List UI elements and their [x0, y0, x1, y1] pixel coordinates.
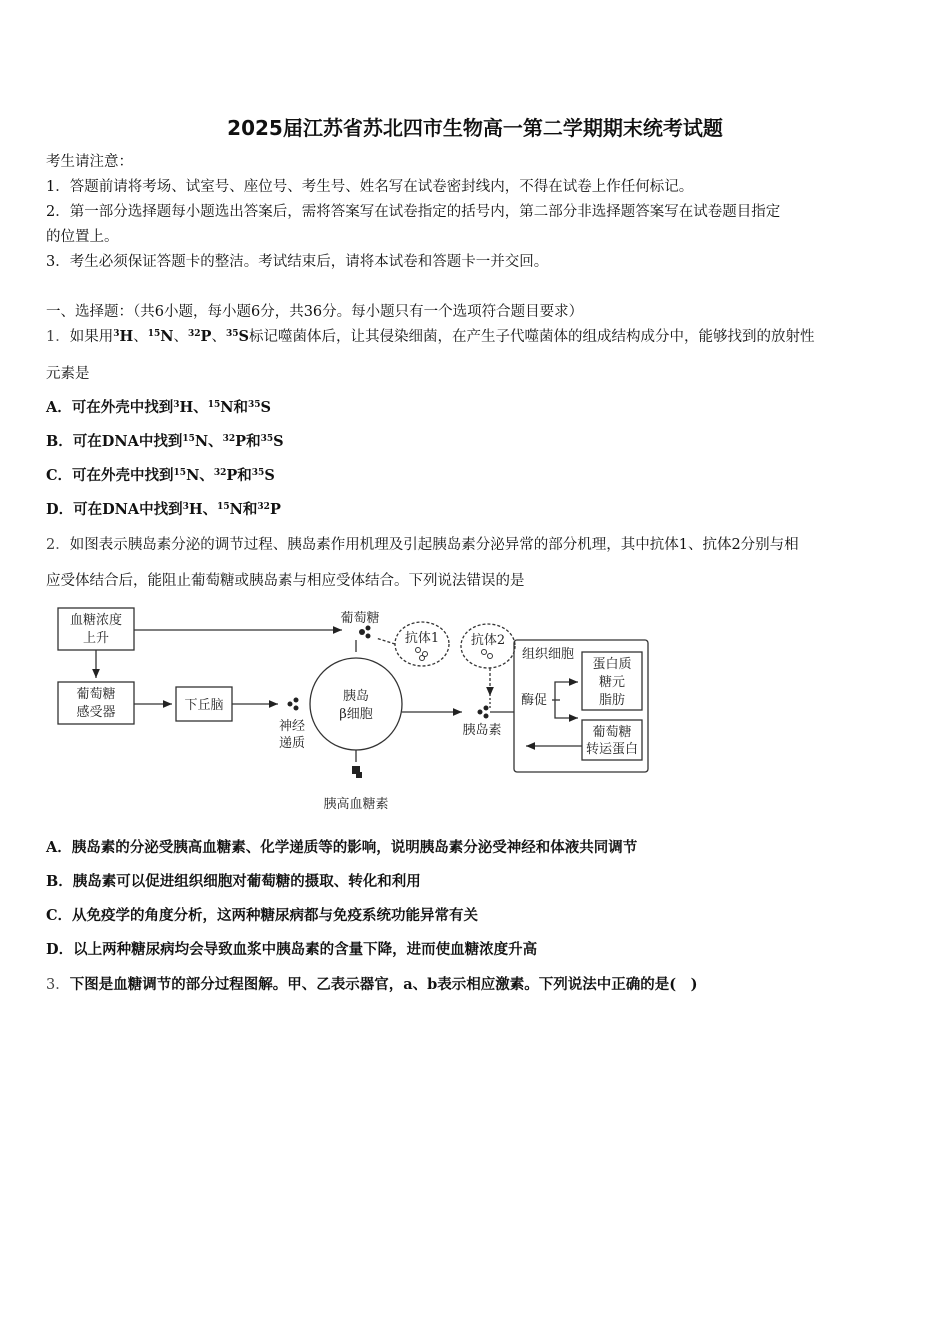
beta-cell-label: 胰岛 — [342, 689, 370, 704]
question-1-option-a: A．可在外壳中找到$^3$H、$^{15}$N和$^{35}$S — [46, 399, 272, 416]
question-number: 2． — [46, 537, 70, 553]
question-2-stem: 2．如图表示胰岛素分泌的调节过程、胰岛素作用机理及引起胰岛素分泌异常的部分机理，其中抗体1、抗体2分别与相 — [46, 537, 799, 553]
antibody1-label: 抗体1 — [404, 631, 440, 646]
question-number: 1． — [46, 329, 70, 345]
question-1-option-c: C．可在外壳中找到$^{15}$N、$^{32}$P和$^{35}$S — [46, 467, 275, 484]
question-2-option-c: C．从免疫学的角度分析，这两种糖尿病都与免疫系统功能异常有关 — [46, 907, 479, 924]
question-1-stem-end: 元素是 — [46, 366, 90, 382]
question-number: 3． — [46, 977, 70, 993]
antibody2-label: 抗体2 — [470, 633, 506, 648]
insulin-label: 胰岛素 — [462, 723, 502, 738]
notice-item: 的位置上。 — [46, 229, 119, 245]
enzyme-label: 酶促 — [520, 693, 548, 708]
question-3-stem: 3．下图是血糖调节的部分过程图解。甲、乙表示器官，a、b表示相应激素。下列说法中正确的是( ) — [46, 976, 698, 993]
neurotransmitter-label: 神经 — [278, 719, 306, 734]
tissue-cell-label: 组织细胞 — [521, 647, 575, 662]
hypothalamus-label: 下丘脑 — [184, 698, 224, 713]
notice-item: 2．第一部分选择题每小题选出答案后，需将答案写在试卷指定的括号内，第二部分非选择题答案写在试卷题目指定 — [46, 204, 781, 220]
glucagon-label: 胰高血糖素 — [323, 797, 389, 812]
box1-label: 血糖浓度 — [69, 613, 123, 628]
box2-label: 葡萄糖 — [76, 687, 116, 702]
products-label: 糖元 — [598, 675, 626, 690]
glucose-label: 葡萄糖 — [340, 611, 380, 626]
question-2-option-a: A．胰岛素的分泌受胰高血糖素、化学递质等的影响，说明胰岛素分泌受神经和体液共同调节 — [46, 839, 638, 856]
box1-label: 上升 — [82, 631, 110, 646]
transporter-label: 转运蛋白 — [585, 742, 639, 757]
section-heading: 一、选择题：（共6小题，每小题6分，共36分。每小题只有一个选项符合题目要求） — [46, 304, 584, 320]
products-label: 脂肪 — [598, 693, 626, 708]
insulin-regulation-diagram — [50, 600, 660, 822]
notice-item: 3．考生必须保证答题卡的整洁。考试结束后，请将本试卷和答题卡一并交回。 — [46, 254, 549, 270]
question-2-option-d: D．以上两种糖尿病均会导致血浆中胰岛素的含量下降，进而使血糖浓度升高 — [46, 941, 538, 958]
beta-cell-circle — [310, 658, 402, 750]
notice-heading: 考生请注意： — [46, 154, 133, 170]
question-1-option-b: B．可在DNA中找到$^{15}$N、$^{32}$P和$^{35}$S — [46, 433, 284, 450]
page-title: 2025届江苏省苏北四市生物高一第二学期期末统考试题 — [227, 116, 723, 140]
notice-item: 1．答题前请将考场、试室号、座位号、考生号、姓名写在试卷密封线内，不得在试卷上作任何标记。 — [46, 179, 694, 195]
question-2-stem-end: 应受体结合后，能阻止葡萄糖或胰岛素与相应受体结合。下列说法错误的是 — [46, 573, 525, 589]
beta-cell-label: β细胞 — [339, 707, 373, 722]
transporter-label: 葡萄糖 — [592, 725, 632, 740]
question-2-option-b: B．胰岛素可以促进组织细胞对葡萄糖的摄取、转化和利用 — [46, 873, 421, 890]
question-1-option-d: D．可在DNA中找到$^3$H、$^{15}$N和$^{32}$P — [46, 501, 281, 518]
question-1-stem: 1．如果用$^3$H、$^{15}$N、$^{32}$P、$^{35}$S标记噬菌体后，让其侵染细菌，在产生子代噬菌体的组成结构成分中，能够找到的放射性 — [46, 328, 815, 345]
neurotransmitter-label: 递质 — [278, 736, 306, 751]
products-label: 蛋白质 — [592, 657, 632, 672]
box2-label: 感受器 — [76, 705, 116, 720]
